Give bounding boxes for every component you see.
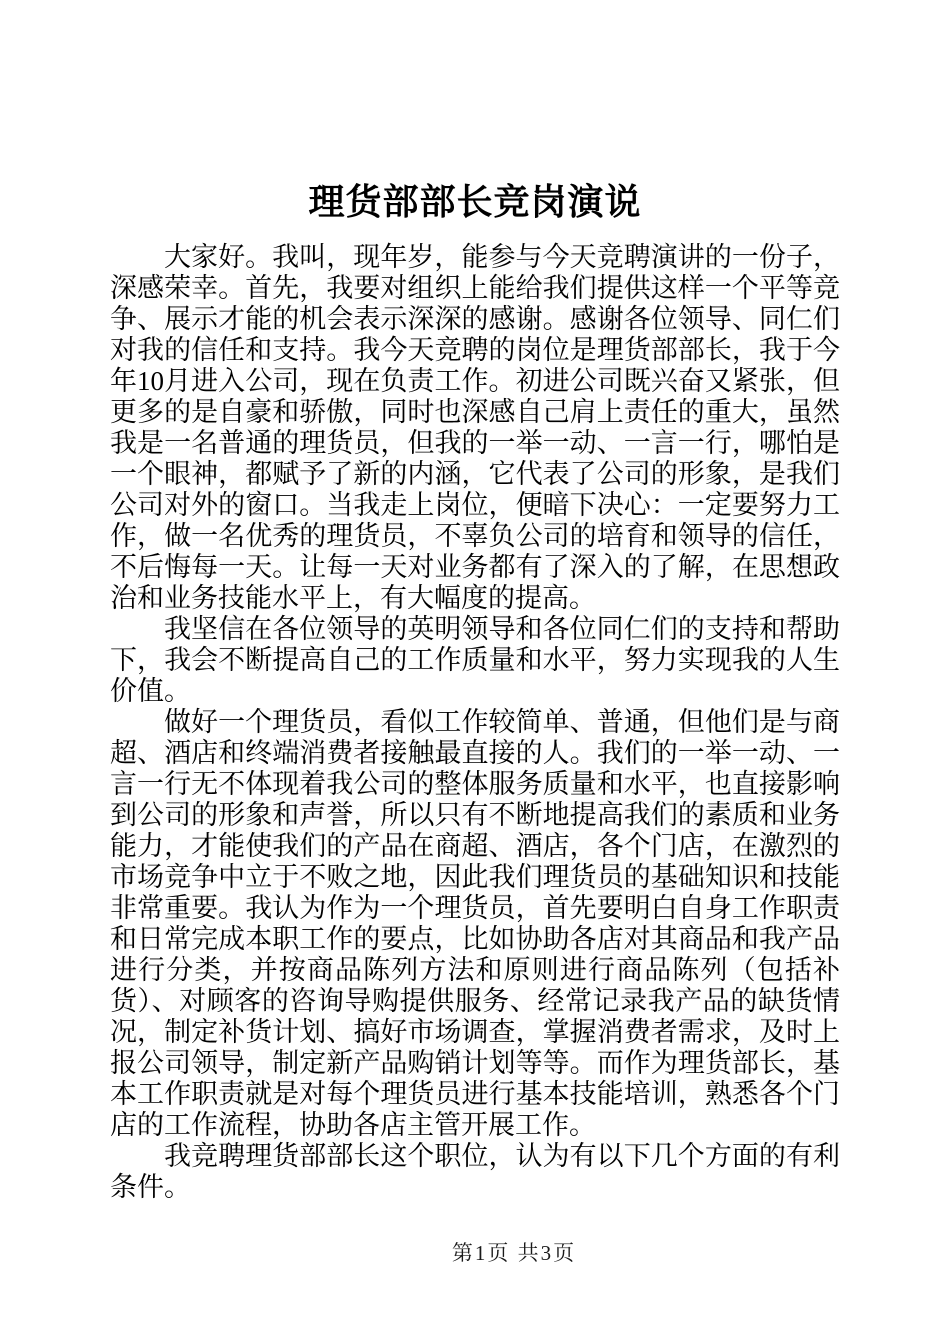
paragraph-job-duties: 做好一个理货员，看似工作较简单、普通，但他们是与商超、酒店和终端消费者接触最直接的人。我们的一举一动、一言一行无不体现着我公司的整体服务质量和水平，也直接影响到公司的形象和声誉，所以只有不断地提高我们的素质和业务能力，才能使我们的产品在商超、酒店，各个门店，在激烈的市场竞争中立于不败之地，因此我们理货员的基础知识和技能非常重要。我认为作为一个理货员，首先要明白自身工作职责和日常完成本职工作的要点，比如协助各店对其商品和我产品进行分类，并按商品陈列方法和原则进行商品陈列（包括补货）、对顾客的咨询导购提供服务、经常记录我产品的缺货情况，制定补货计划、搞好市场调查，掌握消费者需求，及时上报公司领导，制定新产品购销计划等等。而作为理货部长，基本工作职责就是对每个理货员进行基本技能培训，熟悉各个门店的工作流程，协助各店主管开展工作。 (110, 707, 840, 1140)
page-number-footer: 第1页 共3页 (451, 1241, 577, 1265)
paragraph-belief: 我坚信在各位领导的英明领导和各位同仁们的支持和帮助下，我会不断提高自己的工作质量和水平，努力实现我的人生价值。 (110, 614, 840, 706)
paragraph-advantages-lead: 我竞聘理货部部长这个职位，认为有以下几个方面的有利条件。 (110, 1141, 840, 1202)
document-content-area (110, 0, 840, 1344)
document-title: 理货部部长竞岗演说 (308, 182, 642, 222)
document-body (110, 242, 840, 1203)
paragraph-intro: 大家好。我叫，现年岁，能参与今天竞聘演讲的一份子，深感荣幸。首先，我要对组织上能给我们提供这样一个平等竞争、展示才能的机会表示深深的感谢。感谢各位领导、同仁们对我的信任和支持。我今天竞聘的岗位是理货部部长，我于今年10月进入公司，现在负责工作。初进公司既兴奋又紧张，但更多的是自豪和骄傲，同时也深感自己肩上责任的重大，虽然我是一名普通的理货员，但我的一举一动、一言一行，哪怕是一个眼神，都赋予了新的内涵，它代表了公司的形象，是我们公司对外的窗口。当我走上岗位，便暗下决心：一定要努力工作，做一名优秀的理货员，不辜负公司的培育和领导的信任，不后悔每一天。让每一天对业务都有了深入的了解，在思想政治和业务技能水平上，有大幅度的提高。 (110, 242, 840, 613)
